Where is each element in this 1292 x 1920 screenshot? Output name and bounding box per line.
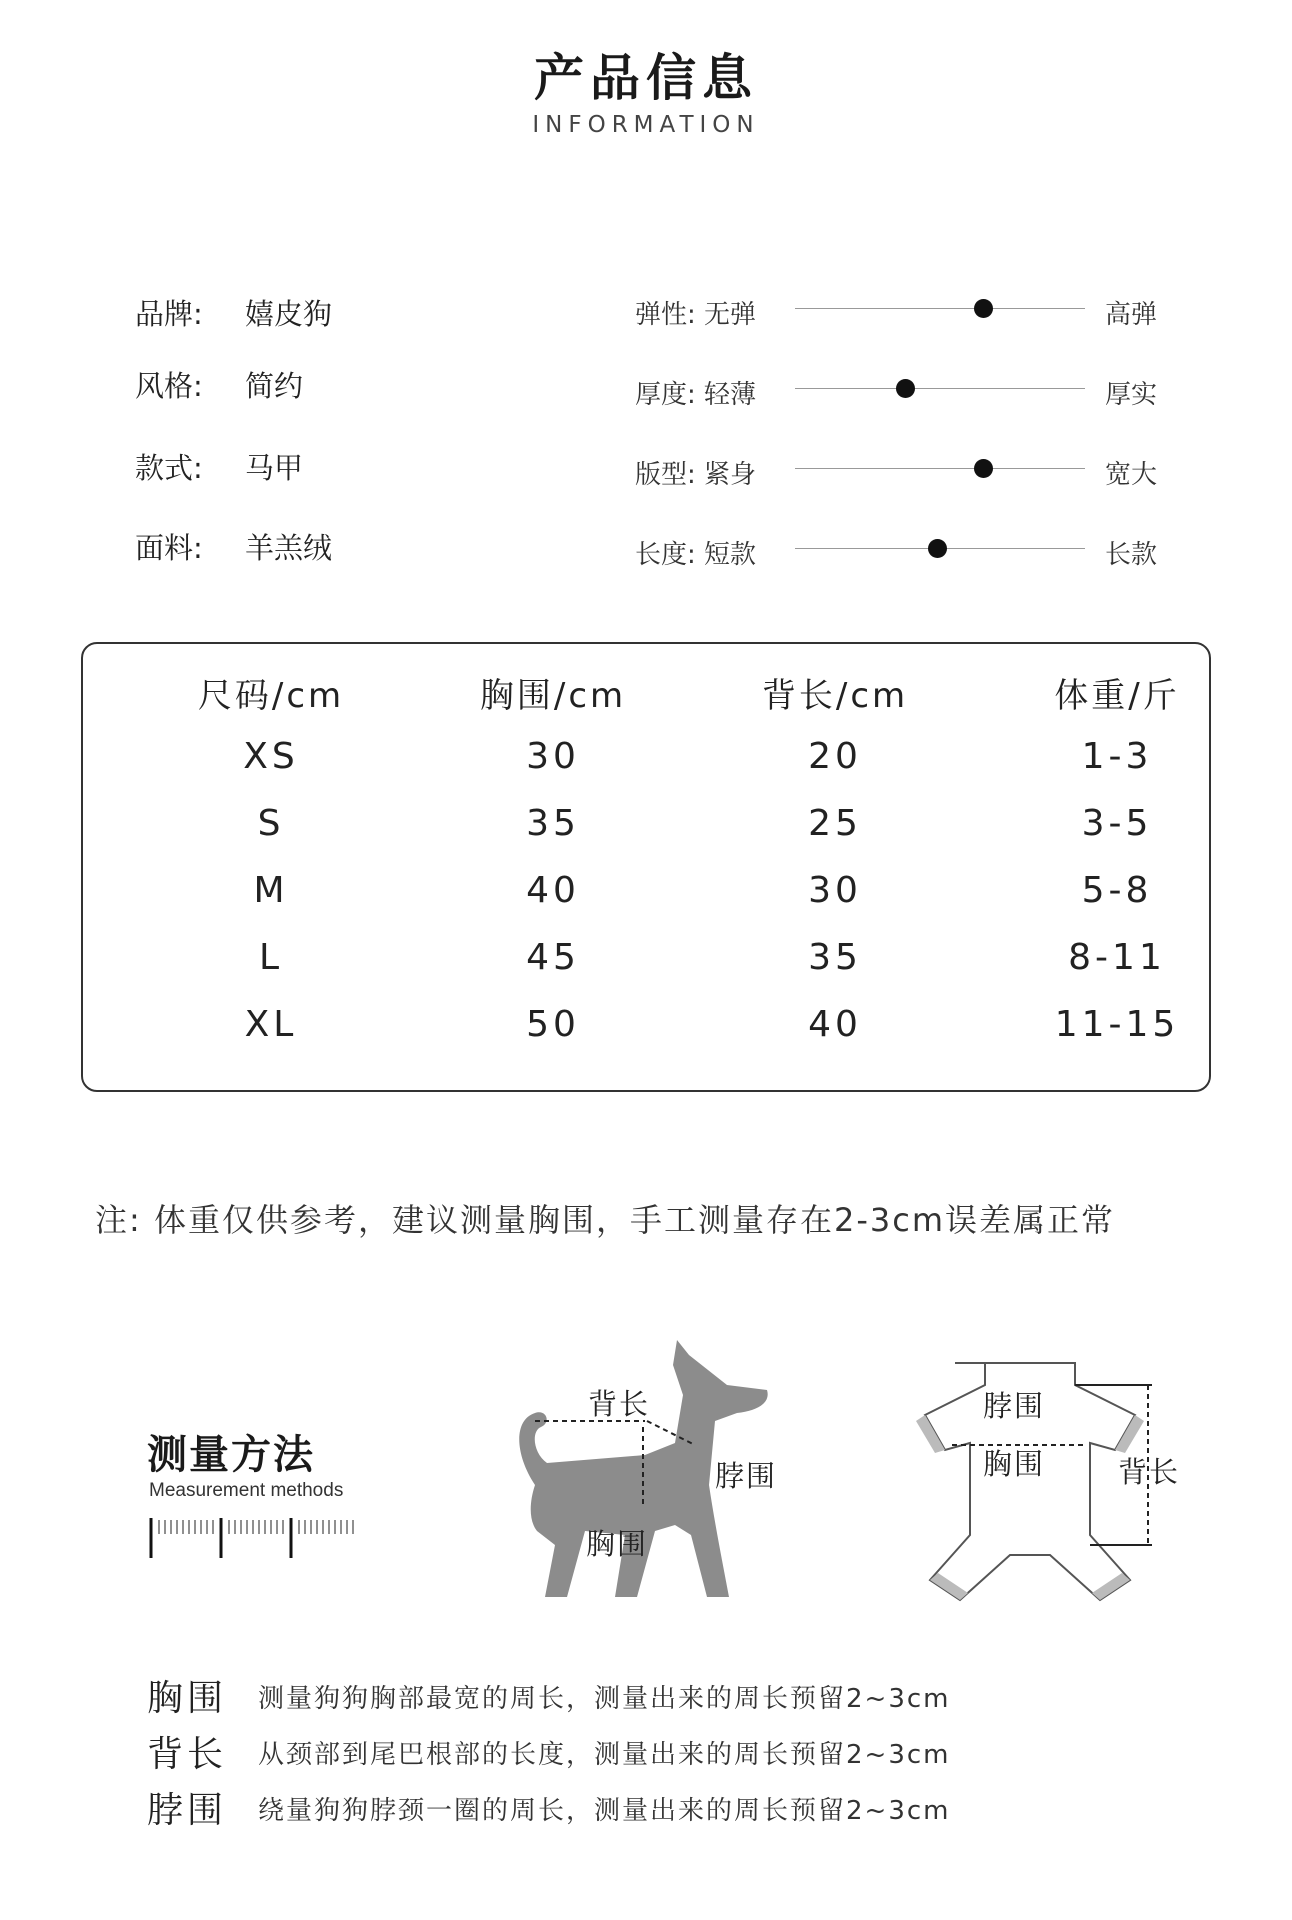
table-cell: 3-5	[1081, 803, 1153, 844]
size-note: 注: 体重仅供参考，建议测量胸围，手工测量存在2-3cm误差属正常	[95, 1201, 1115, 1239]
table-cell: 11-15	[1054, 1004, 1180, 1045]
scale-right-label: 宽大	[1105, 460, 1158, 490]
table-header: 背长/cm	[761, 676, 909, 716]
scale-marker	[896, 379, 915, 398]
scale-label: 长度: 短款	[635, 540, 757, 570]
definition-term: 背长	[147, 1734, 228, 1775]
scale-track	[795, 388, 1085, 389]
table-cell: XS	[243, 736, 299, 777]
attr-key: 款式:	[135, 451, 203, 485]
attr-type	[135, 446, 303, 487]
table-cell: XL	[244, 1004, 298, 1045]
scale-elasticity	[635, 288, 1165, 328]
garment-label-back: 背长	[1118, 1455, 1181, 1489]
attr-value: 简约	[245, 369, 304, 403]
garment-label-neck: 脖围	[983, 1389, 1046, 1423]
size-table	[81, 642, 1211, 1092]
definition-term: 胸围	[147, 1678, 228, 1719]
attr-value: 马甲	[245, 451, 304, 485]
table-cell: 25	[808, 803, 862, 844]
scale-label: 弹性: 无弹	[635, 300, 757, 330]
attr-key: 品牌:	[135, 297, 203, 331]
page-title: 产品信息	[534, 49, 758, 107]
table-cell: 45	[526, 937, 580, 978]
dog-label-chest: 胸围	[586, 1527, 649, 1561]
scale-right-label: 高弹	[1105, 300, 1158, 330]
attr-key: 面料:	[135, 531, 203, 565]
table-cell: 40	[526, 870, 580, 911]
garment-label-chest: 胸围	[983, 1447, 1046, 1481]
table-cell: 30	[526, 736, 580, 777]
attr-key: 风格:	[135, 369, 203, 403]
definition-text: 绕量狗狗脖颈一圈的周长，测量出来的周长预留2~3cm	[258, 1796, 951, 1826]
dog-label-neck: 脖围	[715, 1459, 778, 1493]
table-cell: 8-11	[1068, 937, 1166, 978]
scale-right-label: 长款	[1105, 540, 1158, 570]
scale-right-label: 厚实	[1105, 380, 1158, 410]
method-title: 测量方法	[147, 1432, 315, 1478]
dog-label-back: 背长	[588, 1387, 651, 1421]
attr-value: 羊羔绒	[245, 531, 333, 565]
table-cell: 35	[526, 803, 580, 844]
page-subtitle: INFORMATION	[532, 112, 760, 138]
table-cell: M	[253, 870, 289, 911]
attr-value: 嬉皮狗	[245, 297, 333, 331]
table-cell: S	[257, 803, 285, 844]
attr-style	[135, 364, 303, 405]
scale-fit	[635, 448, 1165, 488]
scale-length	[635, 528, 1165, 568]
table-cell: 30	[808, 870, 862, 911]
method-subtitle: Measurement methods	[149, 1480, 344, 1501]
table-cell: 35	[808, 937, 862, 978]
scale-marker	[974, 299, 993, 318]
scale-track	[795, 468, 1085, 469]
scale-track	[795, 308, 1085, 309]
scale-label: 版型: 紧身	[635, 460, 757, 490]
definition-text: 从颈部到尾巴根部的长度，测量出来的周长预留2~3cm	[258, 1740, 951, 1770]
scale-marker	[974, 459, 993, 478]
definition-text: 测量狗狗胸部最宽的周长，测量出来的周长预留2~3cm	[258, 1684, 951, 1714]
attr-brand	[135, 292, 332, 333]
table-cell: 50	[526, 1004, 580, 1045]
scale-thickness	[635, 368, 1165, 408]
table-header: 体重/斤	[1054, 676, 1180, 716]
table-cell: 40	[808, 1004, 862, 1045]
definition-term: 脖围	[147, 1790, 228, 1831]
scale-marker	[928, 539, 947, 558]
table-cell: 20	[808, 736, 862, 777]
attr-fabric	[135, 526, 332, 567]
table-cell: 1-3	[1081, 736, 1153, 777]
table-cell: 5-8	[1081, 870, 1153, 911]
ruler-icon	[147, 1514, 367, 1560]
scale-label: 厚度: 轻薄	[635, 380, 757, 410]
table-header: 胸围/cm	[479, 676, 627, 716]
table-cell: L	[258, 937, 284, 978]
table-header: 尺码/cm	[197, 676, 345, 716]
